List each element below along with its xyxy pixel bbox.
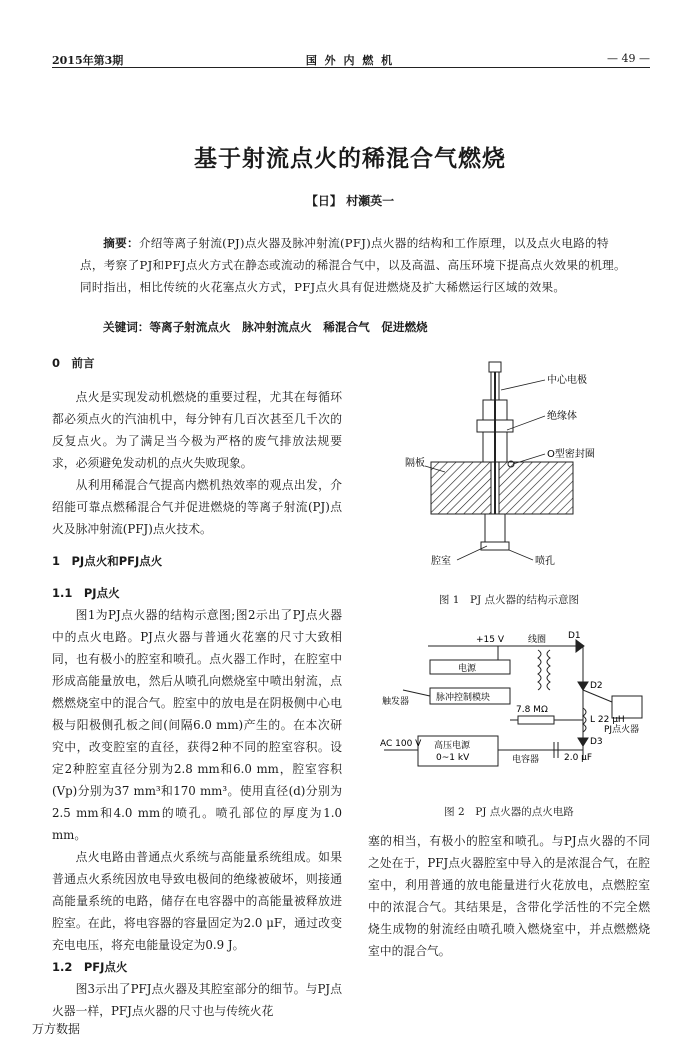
section-1-2-heading: 1.2 PFJ点火: [52, 960, 128, 974]
wire-to-pj: [583, 690, 612, 702]
label-pj: PJ点火器: [604, 725, 640, 735]
abstract-label: 摘要：: [103, 236, 139, 250]
keywords-label: 关键词：: [103, 320, 150, 334]
leader-chamber: [457, 546, 487, 560]
label-oring: O型密封圈: [547, 449, 595, 460]
label-chamber: 腔室: [431, 556, 451, 567]
label-hv-title: 高压电源: [434, 741, 471, 751]
figure-1-diagram: [405, 360, 605, 570]
section-1-2-paragraph-1-continued: 塞的相当，有极小的腔室和喷孔。与PJ点火器的不同之处在于，PFJ点火器腔室中导入的是浓混合气，在腔室中，利用普通的放电能量进行火花放电，点燃腔室中的浓混合气。其结果是，含带化学活性的不完全燃烧生成物的射流经由喷孔喷入燃烧室中，并点燃燃烧室中的混合气。: [368, 834, 650, 958]
label-orifice: 喷孔: [535, 556, 555, 567]
label-d3: D3: [590, 737, 603, 747]
section-0-heading: 0 前言: [52, 356, 95, 370]
issue-label: 2015年第3期: [52, 54, 124, 67]
header-rule: [52, 67, 650, 68]
section-0-paragraph-1: 点火是实现发动机燃烧的重要过程，尤其在每循环都必须点火的汽油机中，每分钟有几百次甚至几千次的反复点火。为了满足当今极为严格的废气排放法规要求，必须避免发动机的点火失败现象。: [52, 390, 342, 470]
coil-primary: [538, 650, 541, 690]
footer-watermark: 万方数据: [32, 1022, 81, 1036]
figure-1-caption: 图 1 PJ 点火器的结构示意图: [438, 594, 580, 606]
keywords: [103, 319, 428, 335]
section-1-1-heading: 1.1 PJ点火: [52, 586, 120, 600]
figure-2-caption: 图 2 PJ 点火器的点火电路: [444, 806, 574, 818]
label-d1: D1: [568, 631, 581, 641]
label-insulator: 绝缘体: [547, 411, 577, 422]
left-column: [52, 352, 342, 1022]
section-0-paragraph-2: 从利用稀混合气提高内燃机热效率的观点出发，介绍能可靠点燃稀混合气并促进燃烧的等离子射流(PJ)点火及脉冲射流(PFJ)点火技术。: [52, 478, 342, 536]
leader-orifice: [509, 550, 533, 560]
journal-name: 国 外 内 燃 机: [305, 54, 395, 67]
diode-d2: [578, 682, 588, 690]
diode-d3: [578, 738, 588, 746]
right-column: [368, 830, 650, 962]
page-number: — 49 —: [607, 52, 650, 65]
lower-shell: [485, 514, 505, 542]
label-coil: 线圈: [528, 635, 547, 645]
label-ac: AC 100 V: [380, 739, 422, 749]
label-pulse: 脉冲控制模块: [436, 693, 491, 703]
label-power: 电源: [458, 664, 477, 674]
label-capacitor: 电容器: [512, 755, 540, 765]
label-resistor: 7.8 MΩ: [516, 705, 548, 715]
abstract-text: 介绍等离子射流(PJ)点火器及脉冲射流(PFJ)点火器的结构和工作原理，以及点火电路的特点，考察了PJ和PFJ点火方式在静态或流动的稀混合气中，以及高温、高压环境下提高点火效果的机理。同时指出，相比传统的火花塞点火方式，PFJ点火具有促进燃烧及扩大稀燃运行区域的效果。: [80, 236, 626, 294]
label-center-electrode: 中心电极: [547, 375, 587, 386]
keywords-text: 等离子射流点火 脉冲射流点火 稀混合气 促进燃烧: [149, 320, 428, 334]
partition-right: [499, 462, 573, 514]
coil-secondary: [547, 650, 550, 690]
wire-trigger: [403, 690, 430, 696]
section-1-1-paragraph-1: 图1为PJ点火器的结构示意图;图2示出了PJ点火器中的点火电路。PJ点火器与普通火花塞的尺寸大致相同，也有极小的腔室和喷孔。点火器工作时，在腔室中形成高能量放电，然后从喷孔向燃烧室中喷出射流，点燃燃烧室中的混合气。腔室中的放电是在阴极侧中心电极与阳极侧孔板之间(间隔6.0 mm)产生的。在本次研究中，改变腔室的直径，获得2种不同的腔室容积。设定2种腔室直径分别为2.8 mm和6.0 mm，腔室容积(Vp)分别为37 mm³和170 mm³。使用直径(d)分别为2.5 mm和4.0 mm的喷孔。喷孔部位的厚度为1.0 mm。: [52, 608, 342, 842]
article-title: 基于射流点火的稀混合气燃烧: [194, 146, 506, 172]
resistor: [518, 716, 554, 724]
partition-left: [431, 462, 491, 514]
label-cap-value: 2.0 μF: [564, 753, 593, 763]
section-1-heading: 1 PJ点火和PFJ点火: [52, 554, 163, 568]
label-d2: D2: [590, 681, 603, 691]
label-hv-range: 0~1 kV: [436, 753, 470, 763]
article-author: 【日】 村瀬英一: [305, 194, 395, 208]
terminal-cap: [489, 362, 501, 372]
leader-electrode: [501, 380, 545, 390]
label-trigger: 触发器: [382, 697, 410, 707]
section-1-1-paragraph-2: 点火电路由普通点火系统与高能量系统组成。如果普通点火系统因放电导致电极间的绝缘被破坏，则接通高能量系统的电路，储存在电容器中的高能量被释放进腔室。在此，将电容器的容量固定为2.0 μF，通过改变充电电压，将充电能量设定为0.9 J。: [52, 850, 342, 952]
label-partition: 隔板: [405, 458, 425, 469]
figure-2-circuit: [378, 630, 650, 780]
label-v15: +15 V: [476, 635, 505, 645]
orifice-plate: [481, 542, 509, 550]
abstract: [80, 232, 628, 298]
label-inductor: L 22 μH: [590, 715, 625, 725]
section-1-2-paragraph-1: 图3示出了PFJ点火器及其腔室部分的细节。与PJ点火器一样，PFJ点火器的尺寸也与传统火花: [52, 982, 342, 1018]
